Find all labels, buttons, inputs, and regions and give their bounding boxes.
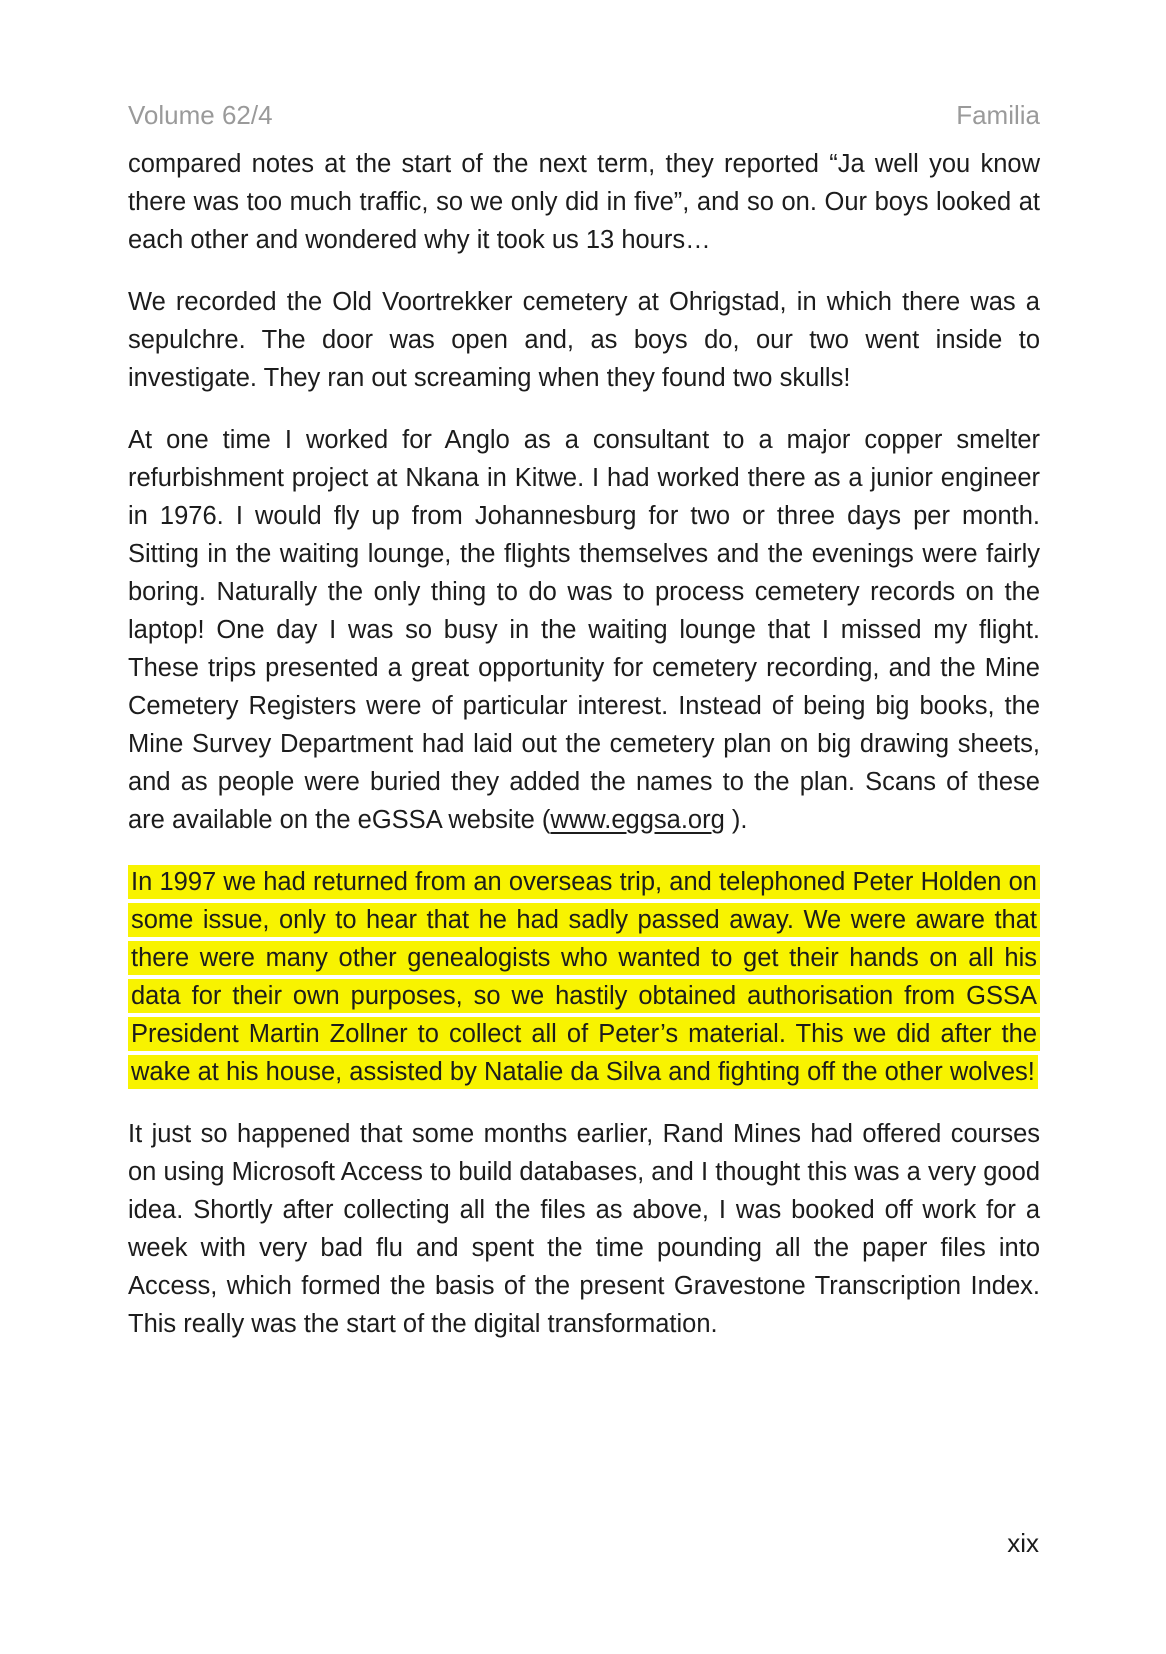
header-journal-title: Familia xyxy=(956,100,1040,130)
paragraph-voortrekker-cemetery: We recorded the Old Voortrekker cemetery at Ohrigstad, in which there was a sepulchre. The door was open and, as boys do, our two went inside to investigate. They ran out screaming when they found two skulls! xyxy=(128,288,1040,392)
paragraph-anglo-tail: ). xyxy=(724,806,748,834)
highlighted-text: In 1997 we had returned from an overseas trip, and telephoned Peter Holden on some issue, only to hear that he had sadly passed away. We were aware that there were many other genealogists who wanted to get their hands on all his data for their own purposes, so we hastily obtained authorisation from GSSA President Martin Zollner to collect all of Peter’s material. This we did after the wake at his house, assisted by Natalie da Silva and fighting off the other wolves! xyxy=(128,865,1040,1089)
paragraph-boys-notes: compared notes at the start of the next term, they reported “Ja well you know there was too much traffic, so we only did in five”, and so on. Our boys looked at each other and wondered why it took us 13 hours… xyxy=(128,150,1040,254)
paragraph-anglo-consultant xyxy=(128,421,1040,839)
article-body xyxy=(128,145,1040,1343)
header-volume-label: Volume 62/4 xyxy=(128,100,273,130)
page-header xyxy=(128,100,1040,130)
paragraph-anglo-text: At one time I worked for Anglo as a consultant to a major copper smelter refurbishment project at Nkana in Kitwe. I had worked there as a junior engineer in 1976. I would fly up from Johannesburg for two or three days per month. Sitting in the waiting lounge, the flights themselves and the evenings were fairly boring. Naturally the only thing to do was to process cemetery records on the laptop! One day I was so busy in the waiting lounge that I missed my flight. These trips presented a great opportunity for cemetery recording, and the Mine Cemetery Registers were of particular interest. Instead of being big books, the Mine Survey Department had laid out the cemetery plan on big drawing sheets, and as people were buried they added the names to the plan. Scans of these are available on the eGSSA website ( xyxy=(128,426,1040,834)
paragraph-peter-holden-highlighted xyxy=(128,863,1040,1091)
paragraph-access-database: It just so happened that some months earlier, Rand Mines had offered courses on using Microsoft Access to build databases, and I thought this was a very good idea. Shortly after collecting all the files as above, I was booked off work for a week with very bad flu and spent the time pounding all the paper files into Access, which formed the basis of the present Gravestone Transcription Index. This really was the start of the digital transformation. xyxy=(128,1120,1040,1338)
page-number: xix xyxy=(1007,1528,1039,1558)
page-content xyxy=(128,100,1040,1367)
eggsa-website-link[interactable]: www.eggsa.org xyxy=(550,806,725,834)
